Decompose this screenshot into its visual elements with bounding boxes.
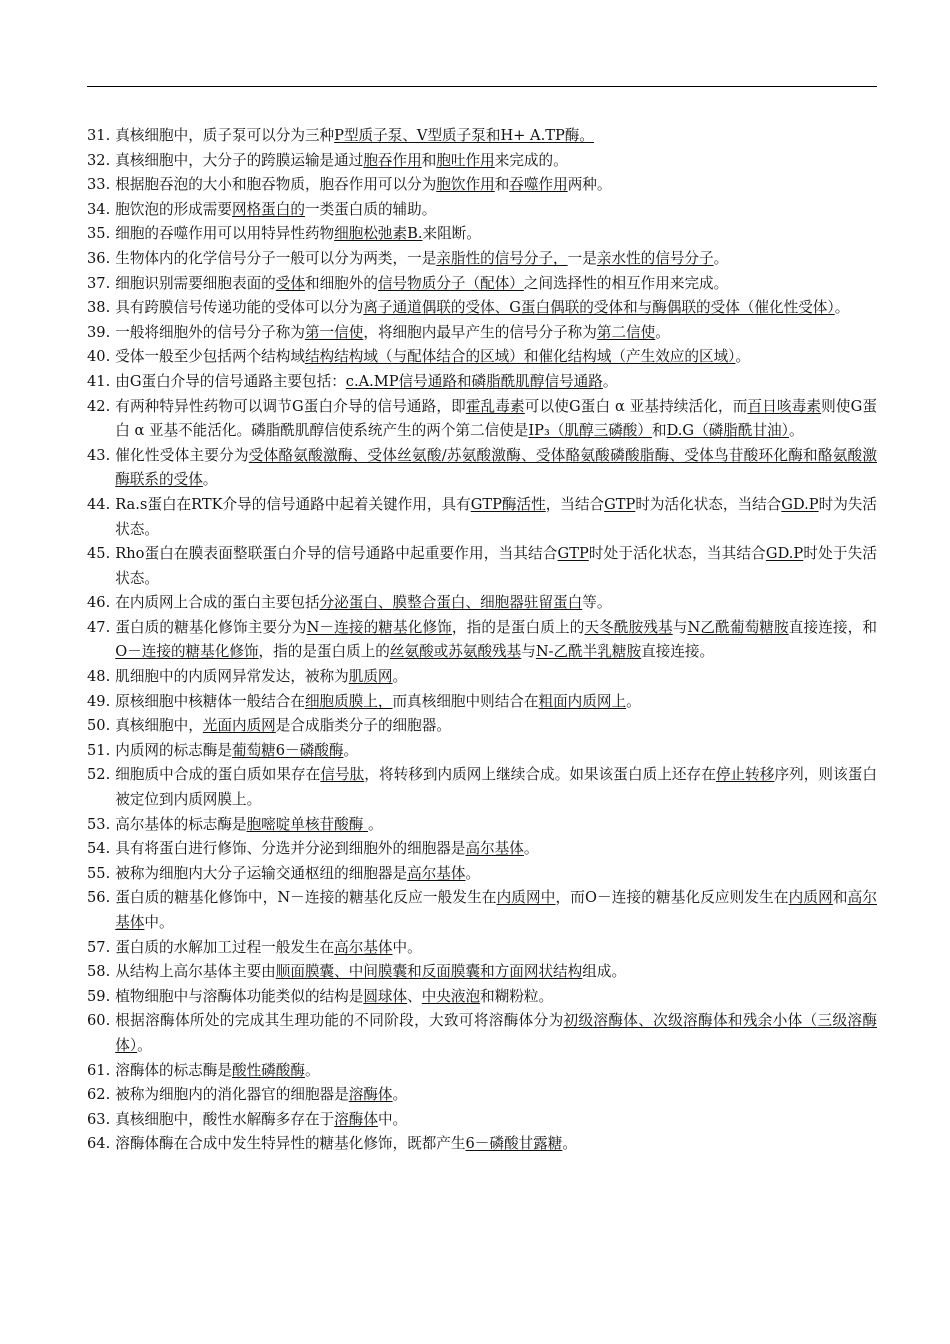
- answer-blank: 圆球体: [363, 987, 408, 1005]
- answer-blank: O－连接的糖基化修饰: [115, 643, 259, 661]
- list-item: [87, 1083, 877, 1108]
- question-text: ，指的是蛋白质上的: [258, 643, 390, 661]
- answer-blank: 信号肽: [320, 766, 365, 784]
- answer-blank: 信号物质分子（配体）: [377, 274, 524, 292]
- list-item: [87, 837, 877, 862]
- question-text: 来阻断。: [422, 225, 481, 243]
- item-text: [115, 173, 877, 198]
- question-text: 具有跨膜信号传递功能的受体可以分为: [115, 299, 364, 317]
- answer-blank: 粗面内质网上: [538, 692, 627, 710]
- list-item: [87, 1132, 877, 1157]
- question-text: 一类蛋白质的辅助。: [304, 200, 437, 218]
- item-number: 50.: [87, 717, 111, 735]
- answer-blank: 高尔基体: [465, 840, 524, 858]
- question-text: 内质网的标志酶是: [115, 741, 232, 759]
- question-text: 。: [202, 471, 218, 489]
- question-text: 时为活化状态，当结合: [635, 495, 782, 513]
- answer-blank: 内质网: [788, 889, 833, 907]
- question-text: 原核细胞中核糖体一般结合在: [115, 692, 305, 710]
- item-number: 54.: [87, 840, 111, 858]
- list-item: [87, 149, 877, 174]
- item-text: [115, 960, 877, 985]
- list-item: [87, 1009, 877, 1058]
- item-text: [115, 272, 877, 297]
- answer-blank: 葡萄糖6－磷酸酶: [231, 741, 344, 759]
- question-text: 植物细胞中与溶酶体功能类似的结构是: [115, 987, 364, 1005]
- question-text: 。: [343, 741, 359, 759]
- question-text: 一是: [567, 249, 597, 267]
- item-text: [115, 714, 877, 739]
- item-number: 46.: [87, 594, 111, 612]
- list-item: [87, 616, 877, 665]
- question-text: 溶酶体的标志酶是: [115, 1061, 232, 1079]
- question-text: ，当结合: [545, 495, 605, 513]
- question-text: 。: [392, 1086, 408, 1104]
- question-text: 。: [713, 249, 729, 267]
- list-item: [87, 886, 877, 935]
- item-number: 59.: [87, 987, 111, 1005]
- question-text: 。: [655, 323, 670, 341]
- item-text: [115, 542, 877, 591]
- question-text: 细胞质中合成的蛋白质如果存在: [115, 766, 321, 784]
- question-text: 。: [602, 372, 618, 390]
- answer-blank: P型质子泵、V型质子泵和H+ A.TP酶。: [334, 127, 594, 144]
- item-number: 34.: [87, 200, 111, 218]
- answer-blank: 第二信使: [596, 323, 656, 341]
- answer-blank: 酸性磷酸酶: [231, 1061, 305, 1079]
- question-text: ，将细胞内最早产生的信号分子称为: [363, 323, 597, 341]
- list-item: [87, 813, 877, 838]
- list-item: [87, 763, 877, 812]
- item-text: [115, 247, 877, 272]
- answer-blank: GTP: [557, 545, 589, 563]
- question-text: 蛋白质的糖基化修饰主要分为: [115, 618, 307, 636]
- answer-blank: 胞吐作用: [436, 151, 495, 169]
- answer-blank: 受体: [275, 274, 305, 292]
- item-number: 41.: [87, 372, 111, 390]
- answer-blank: N乙酰葡萄糖胺: [687, 618, 789, 636]
- question-text: 来完成的。: [494, 151, 568, 169]
- question-text: Ra.s蛋白在RTK介导的信号通路中起着关键作用，具有: [115, 495, 471, 513]
- question-text: 。: [137, 1036, 152, 1054]
- question-text: 是合成脂类分子的细胞器。: [275, 717, 451, 735]
- list-item: [87, 222, 877, 247]
- answer-blank: 亲水性的信号分子: [596, 249, 714, 267]
- item-text: [115, 985, 877, 1010]
- item-number: 64.: [87, 1135, 111, 1153]
- question-text: 真核细胞中，大分子的跨膜运输是通过: [115, 151, 364, 169]
- answer-blank: 中央液泡: [421, 987, 481, 1005]
- list-item: [87, 272, 877, 297]
- answer-blank: 停止转移: [715, 766, 775, 784]
- question-text: 蛋白质的水解加工过程一般发生在: [115, 938, 335, 956]
- list-item: [87, 960, 877, 985]
- item-number: 43.: [87, 446, 111, 464]
- item-text: [115, 936, 877, 961]
- list-item: [87, 542, 877, 591]
- question-text: 生物体内的化学信号分子一般可以分为两类，一是: [115, 249, 437, 267]
- answer-blank: GD.P: [781, 495, 819, 513]
- question-text: 之间选择性的相互作用来完成。: [523, 274, 729, 292]
- answer-blank: 丝氨酸或苏氨酸残基: [389, 643, 522, 661]
- question-text: 时处于活化状态，当其结合: [588, 545, 766, 563]
- question-text: 。: [788, 422, 804, 440]
- answer-blank: 胞嘧啶单核苷酸酶: [246, 815, 368, 833]
- list-item: [87, 1108, 877, 1133]
- item-number: 36.: [87, 249, 111, 267]
- answer-blank: N－连接的糖基化修饰: [306, 618, 452, 636]
- question-text: 具有将蛋白进行修饰、分选并分泌到细胞外的细胞器是: [115, 840, 466, 858]
- question-text: 受体一般至少包括两个结构域: [115, 348, 305, 366]
- answer-blank: 溶酶体: [334, 1110, 378, 1128]
- item-number: 40.: [87, 348, 111, 366]
- answer-blank: 网格蛋白的: [231, 200, 305, 218]
- question-list: [87, 124, 877, 1157]
- header-rule: [87, 86, 877, 87]
- item-number: 56.: [87, 889, 111, 907]
- list-item: [87, 345, 877, 370]
- item-number: 58.: [87, 963, 111, 981]
- question-text: 催化性受体主要分为: [115, 446, 249, 464]
- answer-blank: D.G（磷脂酰甘油）: [666, 422, 789, 440]
- list-item: [87, 124, 877, 149]
- item-number: 39.: [87, 323, 111, 341]
- answer-blank: 分泌蛋白、膜整合蛋白、细胞器驻留蛋白: [319, 594, 583, 612]
- question-text: 。: [523, 840, 539, 858]
- list-item: [87, 395, 877, 444]
- question-text: 两种。: [567, 176, 612, 194]
- question-text: 。: [465, 864, 481, 882]
- item-number: 45.: [87, 545, 111, 563]
- question-text: Rho蛋白在膜表面整联蛋白介导的信号通路中起重要作用，当其结合: [115, 545, 558, 563]
- question-text: 组成。: [582, 963, 627, 981]
- item-text: [115, 345, 877, 370]
- question-text: 和糊粉粒。: [480, 987, 554, 1005]
- question-text: 。: [367, 815, 383, 833]
- answer-blank: 吞噬作用: [509, 176, 568, 194]
- item-number: 35.: [87, 225, 111, 243]
- item-number: 52.: [87, 766, 111, 784]
- list-item: [87, 862, 877, 887]
- list-item: [87, 714, 877, 739]
- item-number: 44.: [87, 495, 111, 513]
- question-text: 和: [832, 889, 848, 907]
- answer-blank: 细胞质膜上，: [304, 692, 393, 710]
- list-item: [87, 690, 877, 715]
- item-text: [115, 616, 877, 665]
- question-text: 序列，则该蛋白被定位到内质网膜上。: [115, 766, 877, 809]
- item-number: 61.: [87, 1061, 111, 1079]
- answer-blank: 离子通道偶联的受体、G蛋白偶联的受体和与酶偶联的受体（催化性受体）: [363, 299, 835, 317]
- answer-blank: GTP酶活性: [470, 495, 546, 513]
- question-text: 在内质网上合成的蛋白主要包括: [115, 594, 320, 612]
- item-text: [115, 395, 877, 444]
- item-text: [115, 198, 877, 223]
- item-text: [115, 493, 877, 542]
- item-number: 57.: [87, 938, 111, 956]
- list-item: [87, 936, 877, 961]
- question-text: 时处于失活状态。: [115, 545, 877, 587]
- item-text: [115, 1059, 877, 1084]
- question-text: 和: [494, 176, 510, 194]
- item-text: [115, 296, 877, 321]
- item-text: [115, 862, 877, 887]
- question-text: ，而O－连接的糖基化反应则发生在: [555, 889, 789, 907]
- question-text: ，将转移到内质网上继续合成。如果该蛋白质上还存在: [364, 766, 716, 784]
- answer-blank: 霍乱毒素: [465, 397, 525, 415]
- question-text: 有两种特异性药物可以调节G蛋白介导的信号通路，即: [115, 397, 466, 415]
- answer-blank: 细胞松弛素B.: [334, 225, 423, 243]
- answer-blank: 受体酪氨酸激酶、受体丝氨酸/苏氨酸激酶、受体酪氨酸磷酸脂酶、受体鸟苷酸环化酶和酪氨酸激酶联系的受体: [115, 446, 877, 489]
- answer-blank: 6－磷酸甘露糖: [465, 1135, 563, 1153]
- answer-blank: 百日咳毒素: [747, 397, 822, 415]
- answer-blank: GD.P: [765, 545, 804, 563]
- question-text: 从结构上高尔基体主要由: [115, 963, 276, 981]
- answer-blank: 胞吞作用: [363, 151, 422, 169]
- question-text: 蛋白质的糖基化修饰中，N－连接的糖基化反应一般发生在: [115, 889, 497, 907]
- answer-blank: c.A.MP信号通路和磷脂酰肌醇信号通路: [345, 372, 603, 390]
- item-number: 53.: [87, 815, 111, 833]
- item-number: 60.: [87, 1012, 111, 1030]
- answer-blank: 高尔基体: [334, 938, 393, 956]
- item-text: [115, 886, 877, 935]
- question-text: 。: [834, 299, 850, 317]
- question-text: 。: [304, 1061, 320, 1079]
- question-text: 和细胞外的: [304, 274, 378, 292]
- item-text: [115, 591, 877, 616]
- item-number: 47.: [87, 618, 111, 636]
- list-item: [87, 173, 877, 198]
- answer-blank: 天冬酰胺残基: [584, 618, 673, 636]
- question-text: 时为失活状态。: [115, 495, 877, 538]
- item-number: 55.: [87, 864, 111, 882]
- question-text: 与: [672, 618, 688, 636]
- question-text: 被称为细胞内的消化器官的细胞器是: [115, 1086, 349, 1104]
- question-text: 。: [392, 668, 408, 686]
- list-item: [87, 370, 877, 395]
- question-text: 直接连接，和: [788, 618, 877, 636]
- question-text: 与: [521, 643, 536, 661]
- item-text: [115, 444, 877, 493]
- answer-blank: 结构结构域（与配体结合的区域）和催化结构域（产生效应的区域）: [304, 348, 736, 366]
- item-text: [115, 149, 877, 174]
- answer-blank: 高尔基体: [115, 889, 877, 931]
- item-number: 31.: [87, 127, 111, 144]
- question-text: 肌细胞中的内质网异常发达，被称为: [115, 668, 349, 686]
- question-text: 和: [421, 151, 437, 169]
- question-text: 由G蛋白介导的信号通路主要包括：: [115, 372, 346, 390]
- list-item: [87, 739, 877, 764]
- question-text: 。: [626, 692, 641, 710]
- question-text: 、: [407, 987, 422, 1005]
- list-item: [87, 321, 877, 346]
- item-text: [115, 837, 877, 862]
- item-number: 37.: [87, 274, 111, 292]
- question-text: 高尔基体的标志酶是: [115, 815, 247, 833]
- question-text: 真核细胞中，: [115, 717, 203, 735]
- item-text: [115, 1132, 877, 1157]
- item-number: 38.: [87, 299, 111, 317]
- item-text: [115, 1108, 877, 1133]
- answer-blank: N-乙酰半乳糖胺: [535, 643, 642, 661]
- question-text: 溶酶体酶在合成中发生特异性的糖基化修饰，既都产生: [115, 1135, 466, 1153]
- question-text: 直接连接。: [641, 643, 715, 661]
- item-number: 48.: [87, 668, 111, 686]
- question-text: 真核细胞中，酸性水解酶多存在于: [115, 1110, 335, 1128]
- list-item: [87, 296, 877, 321]
- question-text: 中。: [377, 1110, 408, 1128]
- list-item: [87, 493, 877, 542]
- answer-blank: 亲脂性的信号分子，: [436, 249, 568, 267]
- item-text: [115, 1083, 877, 1108]
- list-item: [87, 665, 877, 690]
- answer-blank: 高尔基体: [407, 864, 466, 882]
- list-item: [87, 591, 877, 616]
- item-number: 62.: [87, 1086, 111, 1104]
- answer-blank: 溶酶体: [348, 1086, 393, 1104]
- answer-blank: 顺面膜囊、中间膜囊和反面膜囊和方面网状结构: [275, 963, 583, 981]
- item-number: 63.: [87, 1110, 111, 1128]
- question-text: 中。: [392, 938, 422, 956]
- item-text: [115, 370, 877, 395]
- list-item: [87, 198, 877, 223]
- question-text: 而真核细胞中则结合在: [392, 692, 539, 710]
- answer-blank: IP₃（肌醇三磷酸）: [528, 422, 652, 440]
- question-text: ，指的是蛋白质上的: [451, 618, 585, 636]
- item-text: [115, 321, 877, 346]
- question-text: 一般将细胞外的信号分子称为: [115, 323, 305, 341]
- list-item: [87, 985, 877, 1010]
- list-item: [87, 1059, 877, 1084]
- item-text: [115, 763, 877, 812]
- item-number: 33.: [87, 176, 111, 194]
- item-text: [115, 1009, 877, 1058]
- question-text: 。: [562, 1135, 577, 1153]
- question-text: 根据胞吞泡的大小和胞吞物质，胞吞作用可以分为: [115, 176, 437, 194]
- item-number: 49.: [87, 692, 111, 710]
- question-text: 等。: [582, 594, 612, 612]
- answer-blank: 肌质网: [348, 668, 393, 686]
- item-text: [115, 813, 877, 838]
- item-number: 32.: [87, 151, 111, 169]
- answer-blank: GTP: [604, 495, 636, 513]
- question-text: 被称为细胞内大分子运输交通枢纽的细胞器是: [115, 864, 408, 882]
- list-item: [87, 247, 877, 272]
- question-text: 细胞的吞噬作用可以用特异性药物: [115, 225, 335, 243]
- question-text: 则使G蛋白 α 亚基不能活化。磷脂酰肌醇信使系统产生的两个第二信使是: [115, 397, 877, 440]
- item-text: [115, 690, 877, 715]
- question-text: 真核细胞中，质子泵可以分为三种: [115, 127, 335, 144]
- answer-blank: 内质网中: [496, 889, 556, 907]
- question-text: 和: [651, 422, 667, 440]
- list-item: [87, 444, 877, 493]
- question-text: 可以使G蛋白 α 亚基持续活化，而: [524, 397, 748, 415]
- item-text: [115, 739, 877, 764]
- answer-blank: 初级溶酶体、次级溶酶体和残余小体（三级溶酶体）: [115, 1012, 877, 1054]
- question-text: 细胞识别需要细胞表面的: [115, 274, 276, 292]
- answer-blank: 光面内质网: [202, 717, 276, 735]
- question-text: 根据溶酶体所处的完成其生理功能的不同阶段，大致可将溶酶体分为: [115, 1012, 564, 1030]
- item-number: 42.: [87, 397, 111, 415]
- answer-blank: 胞饮作用: [436, 176, 495, 194]
- question-text: 胞饮泡的形成需要: [115, 200, 232, 218]
- item-text: [115, 665, 877, 690]
- question-text: 。: [735, 348, 751, 366]
- question-text: 中。: [144, 914, 174, 931]
- answer-blank: 第一信使: [304, 323, 364, 341]
- item-number: 51.: [87, 741, 111, 759]
- item-text: [115, 124, 877, 149]
- item-text: [115, 222, 877, 247]
